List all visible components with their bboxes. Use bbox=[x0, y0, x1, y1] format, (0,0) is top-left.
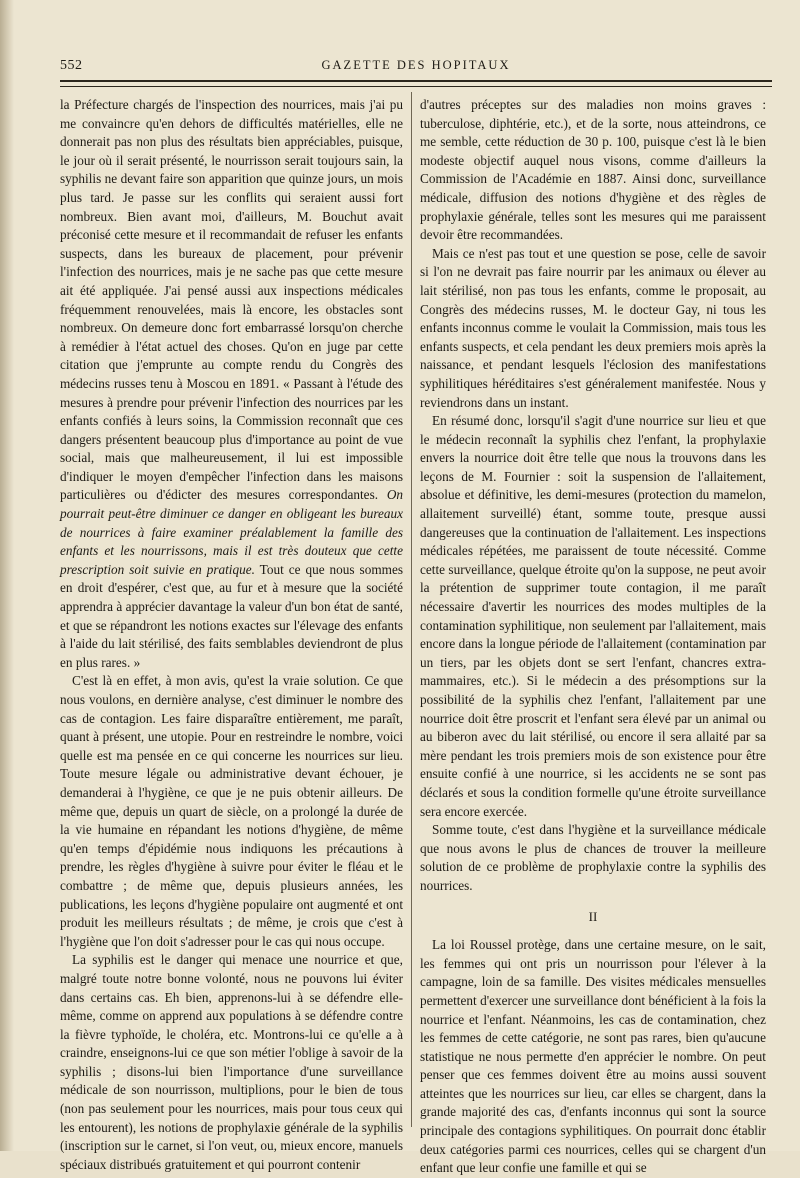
italic-quotation: On pourrait peut-être diminuer ce danger en obligeant les bureaux de nourrices à faire examiner préalablement la famille des enfants et les nourrissons, mais il est très douteux que cette prescription soit suivie en pratique. bbox=[60, 487, 404, 577]
section-number: II bbox=[588, 908, 598, 924]
left-column bbox=[60, 96, 403, 1174]
paragraph: La syphilis est le danger qui menace une nourrice et que, malgré toute notre bonne volonté, nous ne pouvons lui éviter dans certains cas. Eh bien, apprenons-lui à se défendre elle-même, comme on apprend aux populations à se défendre contre la fièvre typhoïde, le choléra, etc. Montrons-lui ce qu'elle a à craindre, enseignons-lui ce que son métier l'oblige à savoir de la syphilis ; disons-lui bien l'importance d'une surveillance médicale de son nourrisson, multiplions, pour le bien de tous (non pas seulement pour les nourrices, mais pour tous ceux qui les entourent), les notions de prophylaxie générale de la syphilis (inscription sur le carnet, si l'on veut, ou, mieux encore, manuels spéciaux distribués gratuitement et qui pourront contenir bbox=[60, 952, 403, 1172]
header-rule-thin bbox=[60, 86, 772, 87]
header-rule-thick bbox=[60, 80, 772, 82]
paragraph: Somme toute, c'est dans l'hygiène et la surveillance médicale que nous avons le plus de chances de trouver la meilleure solution de ce problème de prophylaxie contre la syphilis des nourrices. bbox=[420, 822, 766, 893]
paragraph: C'est là en effet, à mon avis, qu'est la vraie solution. Ce que nous voulons, en dernière analyse, c'est diminuer le nombre des cas de contagion. Les faire disparaître entièrement, me paraît, quant à présent, une utopie. Pour en restreindre le nombre, voici quelle est ma pensée en ce qui concerne les nourrices sur lieu. Toute mesure légale ou administrative devant échouer, je demanderai à l'hygiène, ce que je ne puis obtenir ailleurs. De même que, depuis un quart de siècle, on a prolongé la durée de la vie humaine en répandant les notions d'hygiène, de même qu'en temps d'épidémie nous indiquons les précautions à prendre, les règles d'hygiène à suivre pour éviter le fléau et le combattre ; de même que, depuis plusieurs années, les publications, les leçons d'hygiène populaire ont augmenté et ont produit les meilleurs résultats ; de même, je crois que c'est à l'hygiène que l'on doit s'adresser pour le cas qui nous occupe. bbox=[60, 673, 403, 949]
journal-title: GAZETTE DES HOPITAUX bbox=[321, 58, 511, 72]
paragraph bbox=[60, 96, 403, 672]
page-binding-shadow bbox=[0, 0, 14, 1151]
right-column bbox=[420, 96, 766, 1178]
column-divider bbox=[411, 92, 412, 1127]
paragraph-text: Tout ce que nous sommes en droit d'espérer, c'est que, au fur et à mesure que la société apprendra à apprécier davantage la valeur d'un bon état de santé, et que se répandront les notions exactes sur l'élevage des enfants à l'aide du lait stérilisé, des faits semblables deviendront de plus en plus rares. » bbox=[60, 561, 403, 670]
paragraph: Mais ce n'est pas tout et une question se pose, celle de savoir si l'on ne devrait pas faire nourrir par les animaux ou élever au lait stérilisé, non pas tous les enfants, comme le proposait, au Congrès des médecins russes, M. le docteur Gay, ni tous les enfants inconnus comme le voulait la Commission, mais tous les enfants suspects, et cela pendant les deux premiers mois après la naissance, et pendant lesquels l'éclosion des manifestations syphilitiques héréditaires s'est généralement manifestée. Nous y reviendrons dans un instant. bbox=[420, 245, 766, 410]
paragraph: La loi Roussel protège, dans une certaine mesure, on le sait, les femmes qui ont pris un nourrisson pour l'élever à la campagne, loin de sa famille. Des visites médicales mensuelles permettent d'exercer une surveillance dont bénéficient à la fois la nourrice et l'enfant. Néanmoins, les cas de contamination, chez les femmes de cette catégorie, ne sont pas rares, bien qu'aucune statistique ne nous permette d'en apprécier le nombre. On peut penser que ces femmes doivent être au moins aussi souvent atteintes que les nourrices sur lieu, car elles se chargent, dans la grande majorité des cas, d'enfants inconnus qui sont la source principale des contagions syphilitiques. On pourrait donc établir deux catégories parmi ces nourrices, celles qui se chargent d'un enfant que leur confie une famille et qui se bbox=[420, 937, 766, 1176]
paragraph-text: la Préfecture chargés de l'inspection des nourrices, mais j'ai pu me convaincre qu'en dehors de difficultés matérielles, elle ne donnerait pas non plus des résultats bien appréciables, puisque, le jour où il serait présenté, le nourrisson serait toujours sain, la syphilis ne devant faire son apparition que quinze jours, un mois plus tard. Je passe sur les conflits qui seraient aussi fort nombreux. Bien avant moi, d'ailleurs, M. Bouchut avait préconisé cette mesure et il recommandait de refuser les enfants suspects, dans les bureaux de placement, pour prévenir l'infection des nourrices, mais je ne sache pas que cette mesure ait été appliquée. J'ai pensé aussi aux inspections médicales fréquemment renouvelées, mais là encore, les obstacles sont nombreux. On demeure donc fort embarrassé lorsqu'on cherche à remédier à l'état actuel des choses. Qu'on en juge par cette citation que j'emprunte au compte rendu du Congrès des médecins russes tenu à Moscou en 1891. « Passant à l'étude des mesures à prendre pour prévenir l'infection des nourrices par les enfants confiés à leurs soins, la Commission reconnaît que ces dangers présentent beaucoup plus d'importance au point de vue social, mais que malheureusement, il lui est impossible d'indiquer le moyen d'empêcher l'infection dans les maisons particulières ou d'édicter des mesures correspondantes. bbox=[60, 97, 403, 503]
page-header bbox=[60, 58, 772, 80]
paragraph: En résumé donc, lorsqu'il s'agit d'une nourrice sur lieu et que le médecin reconnaît la syphilis chez l'enfant, la prophylaxie envers la nourrice doit être telle que nous la trouvons dans les leçons de M. Fournier : soit la suspension de l'allaitement, absolue et définitive, les demi-mesures (protection du mamelon, allaitement surveillé) étant, somme toute, presque aussi dangereuses que la continuation de l'allaitement. Les inspections médicales répétées, me paraissent de toute nécessité. Comme cette surveillance, quelque étroite qu'on la suppose, ne peut avoir la prétention de supprimer toute contagion, il me paraît nécessaire d'avertir les nourrices des modes multiples de la contamination syphilitique, non seulement par l'allaitement, mais encore dans la longue période de l'allaitement (contamination par un tiers, par les objets dont se sert l'enfant, chancres extra-mammaires, etc.). Si le médecin a des présomptions sur la possibilité de la syphilis chez l'enfant, l'allaitement par une nourrice doit être proscrit et l'enfant sera élevé par un animal ou au biberon avec du lait stérilisé, ou encore il sera allaité par sa mère pendant les trois premiers mois de son existence pour être ensuite confié à une nourrice, si les accidents ne se sont pas déclarés et sous la condition formelle qu'une étroite surveillance sera encore exercée. bbox=[420, 413, 767, 819]
paragraph: d'autres préceptes sur des maladies non moins graves : tuberculose, diphtérie, etc.), et de la sorte, nous atteindrons, ce me semble, cette réduction de 30 p. 100, puisque c'est là le bien modeste objectif auquel nous visons, comme d'ailleurs la Commission de l'Académie en 1887. Ainsi donc, surveillance médicale, diffusion des notions d'hygiène et des règles de prophylaxie générale, telles sont les mesures qui me paraissent devoir être recommandées. bbox=[420, 97, 766, 243]
page-number: 552 bbox=[60, 58, 83, 73]
